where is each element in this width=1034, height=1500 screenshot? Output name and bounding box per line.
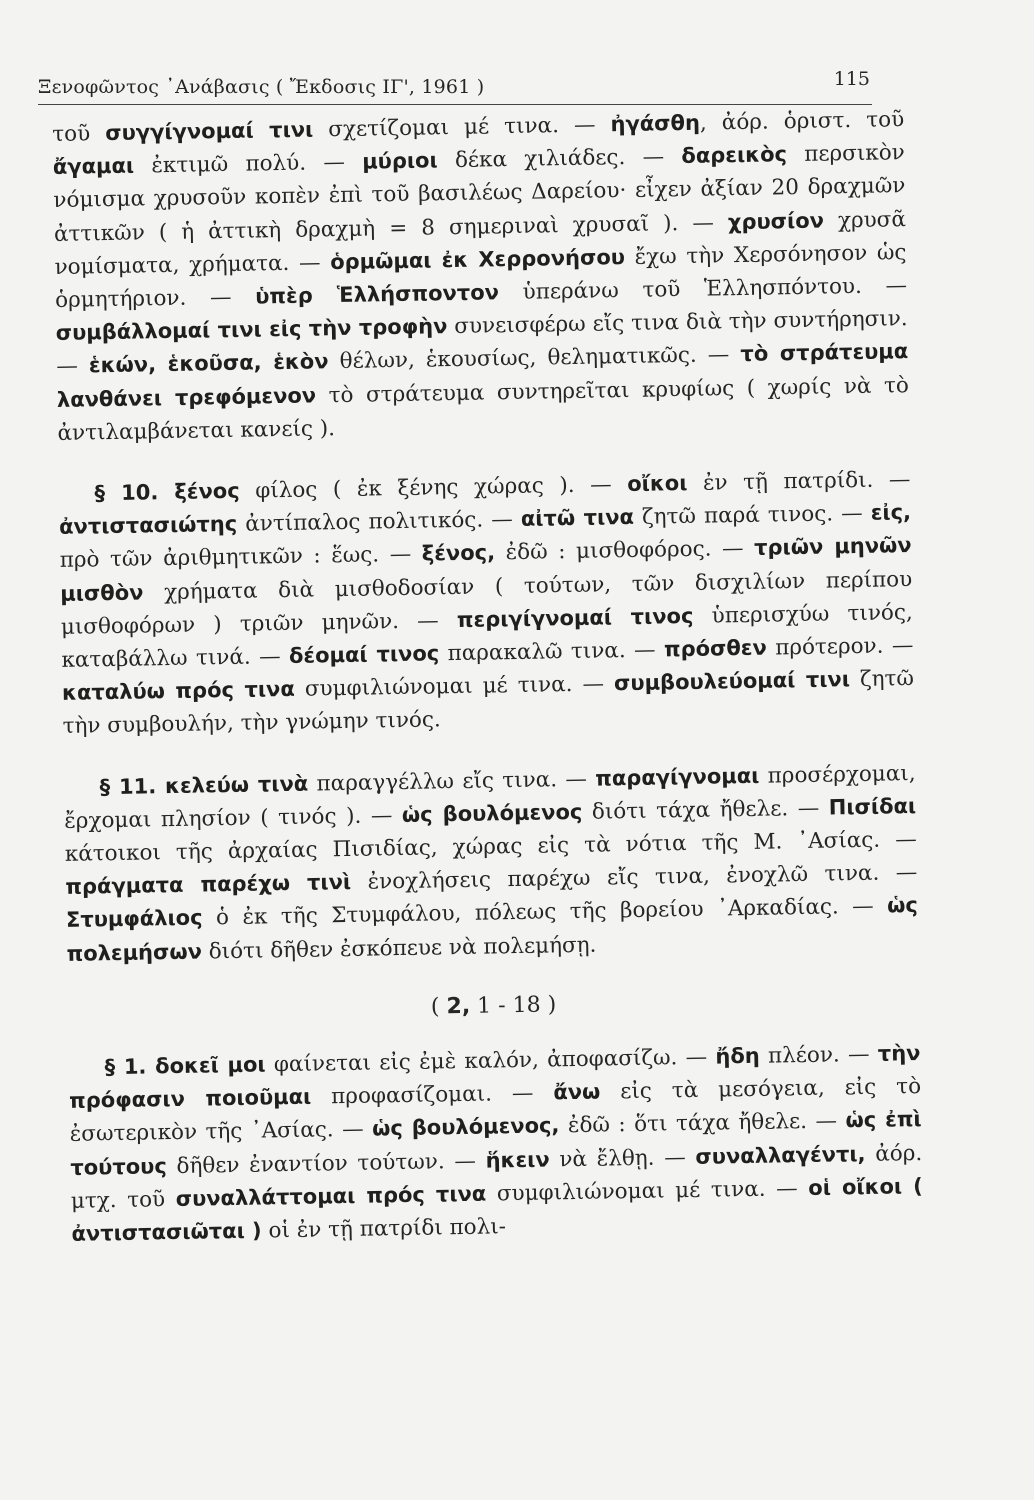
lemma: τριῶν μηνῶν μισθὸν <box>60 533 912 606</box>
text-run: ἔχω τὴν Χερσόνησον ὡς ὁρμητήριον. — <box>54 239 907 313</box>
lemma: δαρεικὸς <box>681 142 788 169</box>
lemma: ἤδη <box>715 1043 760 1069</box>
lemma: ὡς πολεμήσων <box>66 893 919 966</box>
ref-range: 1 - 18 ) <box>469 992 557 1019</box>
paragraph-1 <box>52 103 910 450</box>
lemma: πράγματα παρέχω τινὶ <box>65 870 352 900</box>
text-run: εἰς τὰ μεσόγεια, εἰς τὸ ἐσωτερικὸν τῆς ᾽Ασίας. — <box>69 1074 922 1148</box>
text-run: ἐν τῇ πατρίδι. — <box>687 467 911 496</box>
lemma: δέομαί τινος <box>288 641 440 668</box>
commentary-body <box>52 103 924 1251</box>
running-header <box>38 68 872 105</box>
paragraph-section-11 <box>63 757 918 971</box>
lemma: ἠγάσθη <box>610 110 701 137</box>
text-run: σχετίζομαι μέ τινα. — <box>313 112 611 143</box>
text-run: συμφιλιώνομαι μέ τινα. — <box>294 671 615 703</box>
text-run: πρότερον. — <box>766 633 914 661</box>
text-run: συμφιλιώνομαι μέ τινα. — <box>486 1175 809 1207</box>
text-run: προσέρχομαι, ἔρχομαι πλησίον ( τινός ). — <box>64 760 916 834</box>
lemma: Πισίδαι <box>828 793 917 820</box>
text-run: ἐδῶ : μισθοφόρος. — <box>494 536 755 566</box>
text-run: ὑπεράνω τοῦ Ἑλλησπόντου. — <box>498 273 908 306</box>
lemma: οἱ οἴκοι ( ἀντιστασιῶται ) <box>71 1173 923 1246</box>
text-run: φίλος ( ἐκ ξένης χώρας ). — <box>239 472 628 504</box>
text-run: ζητῶ παρά τινος. — <box>633 501 871 531</box>
lemma: αἰτῶ τινα <box>520 505 635 532</box>
paragraph-section-10 <box>58 463 915 743</box>
lemma: ὡς βουλόμενος <box>401 799 583 827</box>
lemma: χρυσίον <box>727 208 825 234</box>
lemma: Στυμφάλιος <box>65 905 203 933</box>
lemma: δοκεῖ μοι <box>154 1052 266 1079</box>
lemma: ὑπὲρ Ἑλλήσποντον <box>255 280 500 309</box>
lemma: καταλύω πρός τινα <box>61 677 295 706</box>
text-run: παρακαλῶ τινα. — <box>439 637 665 667</box>
text-run: διότι δῆθεν ἐσκόπευε νὰ πολεμήσῃ. <box>201 932 597 965</box>
lemma: τὸ στράτευμα λανθάνει τρεφόμενον <box>56 339 909 412</box>
text-run: τοῦ <box>52 121 106 147</box>
lemma: συμβουλεύομαί τινι <box>613 667 851 696</box>
text-run: ἀντίπαλος πολιτικός. — <box>236 507 522 538</box>
lemma: ἑκών, ἑκοῦσα, ἑκὸν <box>88 349 329 378</box>
lemma: ὡς ἐπὶ τούτους <box>70 1107 922 1180</box>
lemma: ἀντιστασιώτης <box>58 512 238 540</box>
lemma: ἄγαμαι <box>52 153 135 180</box>
text-run: χρήματα διὰ μισθοδοσίαν ( τούτων, τῶν δισχιλίων περίπου μισθοφόρων ) τριῶν μηνῶν. — <box>60 566 913 640</box>
lemma: ὡς βουλόμενος, <box>371 1113 560 1142</box>
text-run: ὑπερισχύω τινός, καταβάλλω τινά. — <box>61 599 913 673</box>
section-number: § 10. <box>94 479 175 506</box>
lemma: εἰς, <box>870 500 912 526</box>
text-run: ζητῶ τὴν συμβουλήν, τὴν γνώμην τινός. <box>62 666 915 740</box>
ref-open-paren: ( <box>430 994 447 1020</box>
text-run: φαίνεται εἰς ἐμὲ καλόν, ἀποφασίζω. — <box>265 1044 716 1078</box>
text-run: ἐκτιμῶ πολύ. — <box>133 149 363 179</box>
text-run: , ἀόρ. ὁριστ. τοῦ <box>699 107 905 136</box>
text-run: πρὸ τῶν ἀριθμητικῶν : ἕως. — <box>59 542 423 574</box>
lemma: συμβάλλομαί τινι εἰς τὴν τροφὴν <box>55 314 448 346</box>
lemma: κελεύω τινὰ <box>164 771 309 798</box>
header-title: Ξενοφῶντος ᾽Ανάβασις ( Ἔκδοσις ΙΓ', 1961 ) <box>38 76 485 98</box>
lemma: περιγίγνομαί τινος <box>456 603 694 632</box>
lemma: παραγίγνομαι <box>595 763 760 791</box>
paragraph-section-1 <box>68 1037 923 1251</box>
lemma: ὁρμῶμαι ἐκ Χερρονήσου <box>330 244 626 274</box>
section-number: § 1. <box>104 1054 156 1080</box>
lemma: πρόσθεν <box>663 635 768 662</box>
lemma: τὴν πρόφασιν ποιοῦμαι <box>68 1041 921 1114</box>
text-run: πλέον. — <box>759 1041 879 1069</box>
chapter-reference <box>67 982 919 1030</box>
text-run: ἀόρ. μτχ. τοῦ <box>70 1140 923 1214</box>
text-run: χρυσᾶ νομίσματα, χρήματα. — <box>54 206 907 280</box>
lemma: συγγίγνομαί τινι <box>105 117 314 146</box>
text-run: κάτοικοι τῆς ἀρχαίας Πισιδίας, χώρας εἰς τὰ νότια τῆς Μ. ᾽Ασίας. — <box>64 827 917 867</box>
text-run: θέλων, ἑκουσίως, θεληματικῶς. — <box>328 342 741 375</box>
text-run: ὁ ἐκ τῆς Στυμφάλου, πόλεως τῆς βορείου ᾽Αρκαδίας. — <box>202 894 888 931</box>
text-run: ἐδῶ : ὅτι τάχα ἤθελε. — <box>559 1108 846 1139</box>
text-run: παραγγέλλω εἴς τινα. — <box>307 766 596 797</box>
lemma: συναλλάττομαι πρός τινα <box>175 1181 487 1211</box>
text-run: δῆθεν ἐναντίον τούτων. — <box>166 1148 486 1179</box>
text-run: οἱ ἐν τῇ πατρίδι πολι- <box>261 1214 507 1244</box>
text-run: ἐνοχλήσεις παρέχω εἴς τινα, ἐνοχλῶ τινα. — <box>350 860 918 896</box>
text-run: περσικὸν νόμισμα χρυσοῦν κοπὲν ἐπὶ τοῦ βασιλέως Δαρείου· εἶχεν ἀξίαν 20 δραχμῶν ἀττικῶν ( ἡ ἀττικὴ δραχμὴ = 8 σημεριναὶ χρυσαῖ ). — <box>53 140 906 247</box>
lemma: ξένος <box>174 478 240 504</box>
ref-chapter: 2, <box>446 993 471 1020</box>
text-run: προφασίζομαι. — <box>311 1080 554 1110</box>
lemma: συναλλαγέντι, <box>695 1141 866 1169</box>
text-run: συνεισφέρω εἴς τινα διὰ τὴν συντήρησιν. — <box>56 306 908 380</box>
lemma: μύριοι <box>361 148 438 174</box>
page-number: 115 <box>833 68 870 90</box>
lemma: ξένος, <box>421 540 496 567</box>
text-run: διότι τάχα ἤθελε. — <box>582 795 830 825</box>
section-number: § 11. <box>99 773 166 799</box>
lemma: ἄνω <box>553 1079 601 1105</box>
text-run: τὸ στράτευμα συντηρεῖται κρυφίως ( χωρίς νὰ τὸ ἀντιλαμβάνεται κανείς ). <box>57 372 910 446</box>
lemma: οἴκοι <box>627 470 688 497</box>
text-run: νὰ ἔλθῃ. — <box>549 1144 696 1173</box>
text-run: δέκα χιλιάδες. — <box>437 144 682 174</box>
lemma: ἥκειν <box>485 1147 550 1173</box>
